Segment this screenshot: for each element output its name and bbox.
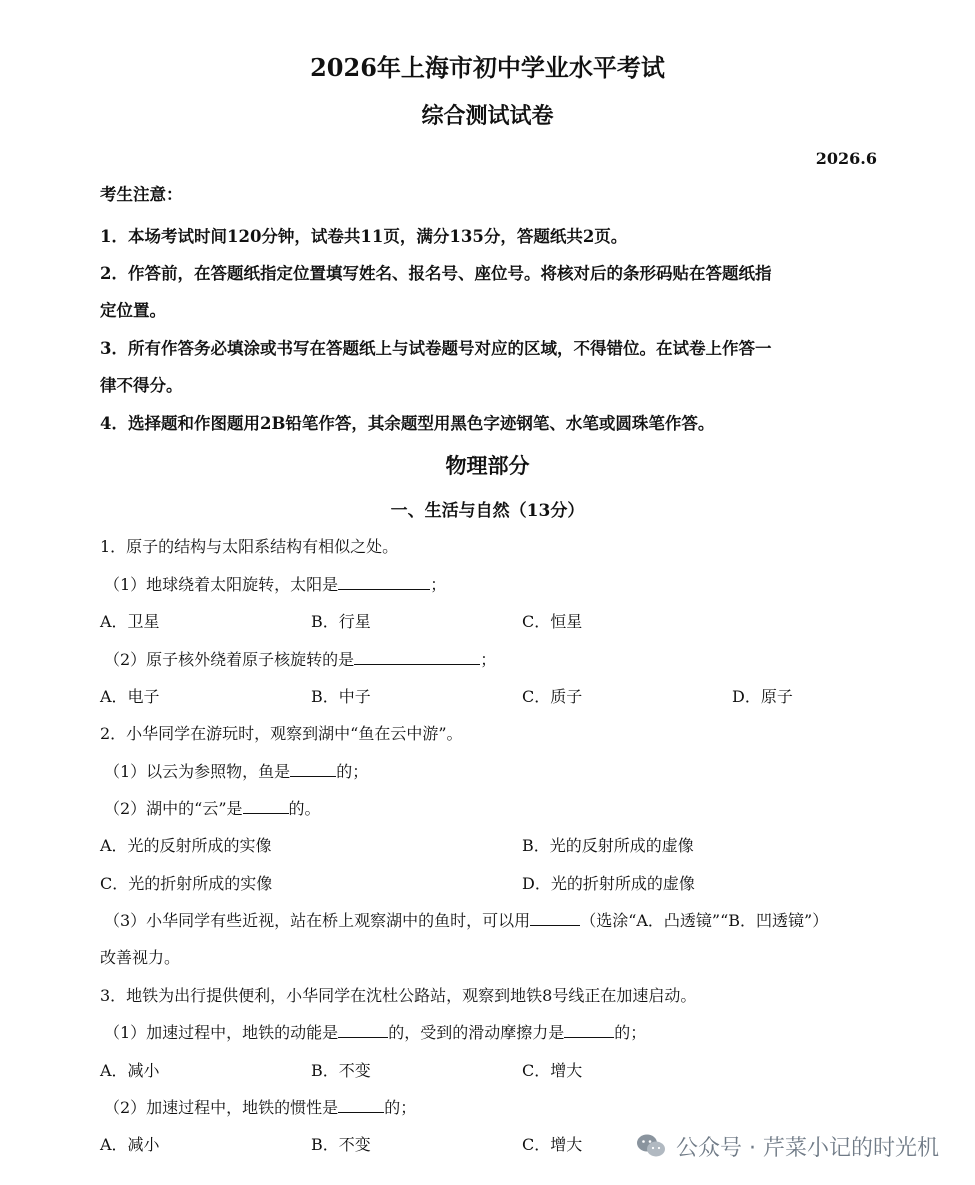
q2-part1-text: （1）以云为参照物，鱼是 <box>104 762 291 781</box>
q3-part1 <box>104 1020 646 1043</box>
q1-part1-end: ； <box>430 575 447 594</box>
option: A．电子 <box>100 687 160 706</box>
q3-part1-end: 的； <box>614 1023 647 1042</box>
notice-item-3: 3．所有作答务必填涂或书写在答题纸上与试卷题号对应的区域，不得错位。在试卷上作答一 <box>100 339 772 358</box>
answer-blank <box>564 1023 614 1038</box>
notice-item-3-cont: 律不得分。 <box>100 376 183 395</box>
q2-part3-end: （选涂“A．凸透镜”“B．凹透镜”） <box>580 911 829 930</box>
answer-blank <box>530 911 580 926</box>
q2-part1 <box>104 759 368 782</box>
option: A．光的反射所成的实像 <box>100 836 272 855</box>
option: B．行星 <box>311 612 371 631</box>
notice-heading: 考生注意： <box>100 185 183 204</box>
option: C．增大 <box>522 1135 583 1154</box>
q1-stem: 1．原子的结构与太阳系结构有相似之处。 <box>100 537 399 556</box>
option: B．光的反射所成的虚像 <box>522 836 694 855</box>
answer-blank <box>338 1023 388 1038</box>
section-heading: 一、生活与自然（13分） <box>390 501 585 521</box>
q2-part1-end: 的； <box>336 762 369 781</box>
option: C．光的折射所成的实像 <box>100 874 273 893</box>
page-title: 2026年上海市初中学业水平考试 <box>310 53 665 82</box>
q2-part3-text: （3）小华同学有些近视，站在桥上观察湖中的鱼时，可以用 <box>104 911 531 930</box>
q1-part2 <box>104 647 496 670</box>
q3-part2-end: 的； <box>384 1098 417 1117</box>
watermark-text: 公众号 · 芹菜小记的时光机 <box>676 1135 939 1161</box>
notice-item-1: 1．本场考试时间120分钟，试卷共11页，满分135分，答题纸共2页。 <box>100 227 628 246</box>
option: A．减小 <box>100 1061 160 1080</box>
q1-part1-text: （1）地球绕着太阳旋转，太阳是 <box>104 575 339 594</box>
q2-part2-text: （2）湖中的“云”是 <box>104 799 243 818</box>
q3-part2 <box>104 1095 416 1118</box>
option: C．恒星 <box>522 612 583 631</box>
q1-part2-end: ； <box>480 650 497 669</box>
option: C．质子 <box>522 687 583 706</box>
option: B．不变 <box>311 1135 371 1154</box>
q1-part2-text: （2）原子核外绕着原子核旋转的是 <box>104 650 355 669</box>
answer-blank <box>338 1098 384 1113</box>
q3-part1-mid: 的，受到的滑动摩擦力是 <box>388 1023 565 1042</box>
q3-part2-text: （2）加速过程中，地铁的惯性是 <box>104 1098 339 1117</box>
q3-part1-text: （1）加速过程中，地铁的动能是 <box>104 1023 339 1042</box>
q2-part3-cont: 改善视力。 <box>100 948 181 967</box>
option: D．原子 <box>732 687 793 706</box>
answer-blank <box>290 762 336 777</box>
option: C．增大 <box>522 1061 583 1080</box>
answer-blank <box>338 575 430 590</box>
q2-stem: 2．小华同学在游玩时，观察到湖中“鱼在云中游”。 <box>100 724 463 743</box>
answer-blank <box>243 799 289 814</box>
q2-part3 <box>104 908 828 931</box>
notice-item-2: 2．作答前，在答题纸指定位置填写姓名、报名号、座位号。将核对后的条形码贴在答题纸指 <box>100 264 772 283</box>
q3-stem: 3．地铁为出行提供便利，小华同学在沈杜公路站，观察到地铁8号线正在加速启动。 <box>100 986 697 1005</box>
option: B．中子 <box>311 687 371 706</box>
page-subtitle: 综合测试试卷 <box>421 103 554 129</box>
option: A．减小 <box>100 1135 160 1154</box>
watermark <box>632 1124 943 1168</box>
option: B．不变 <box>311 1061 371 1080</box>
option: A．卫星 <box>100 612 160 631</box>
notice-item-4: 4．选择题和作图题用2B铅笔作答，其余题型用黑色字迹钢笔、水笔或圆珠笔作答。 <box>100 414 715 433</box>
wechat-icon <box>636 1133 666 1159</box>
answer-blank <box>354 650 480 665</box>
notice-item-2-cont: 定位置。 <box>100 301 166 320</box>
q2-part2 <box>104 796 321 819</box>
exam-date: 2026.6 <box>815 149 877 168</box>
physics-heading: 物理部分 <box>445 453 530 478</box>
q2-part2-end: 的。 <box>288 799 321 818</box>
option: D．光的折射所成的虚像 <box>522 874 695 893</box>
q1-part1 <box>104 572 446 595</box>
